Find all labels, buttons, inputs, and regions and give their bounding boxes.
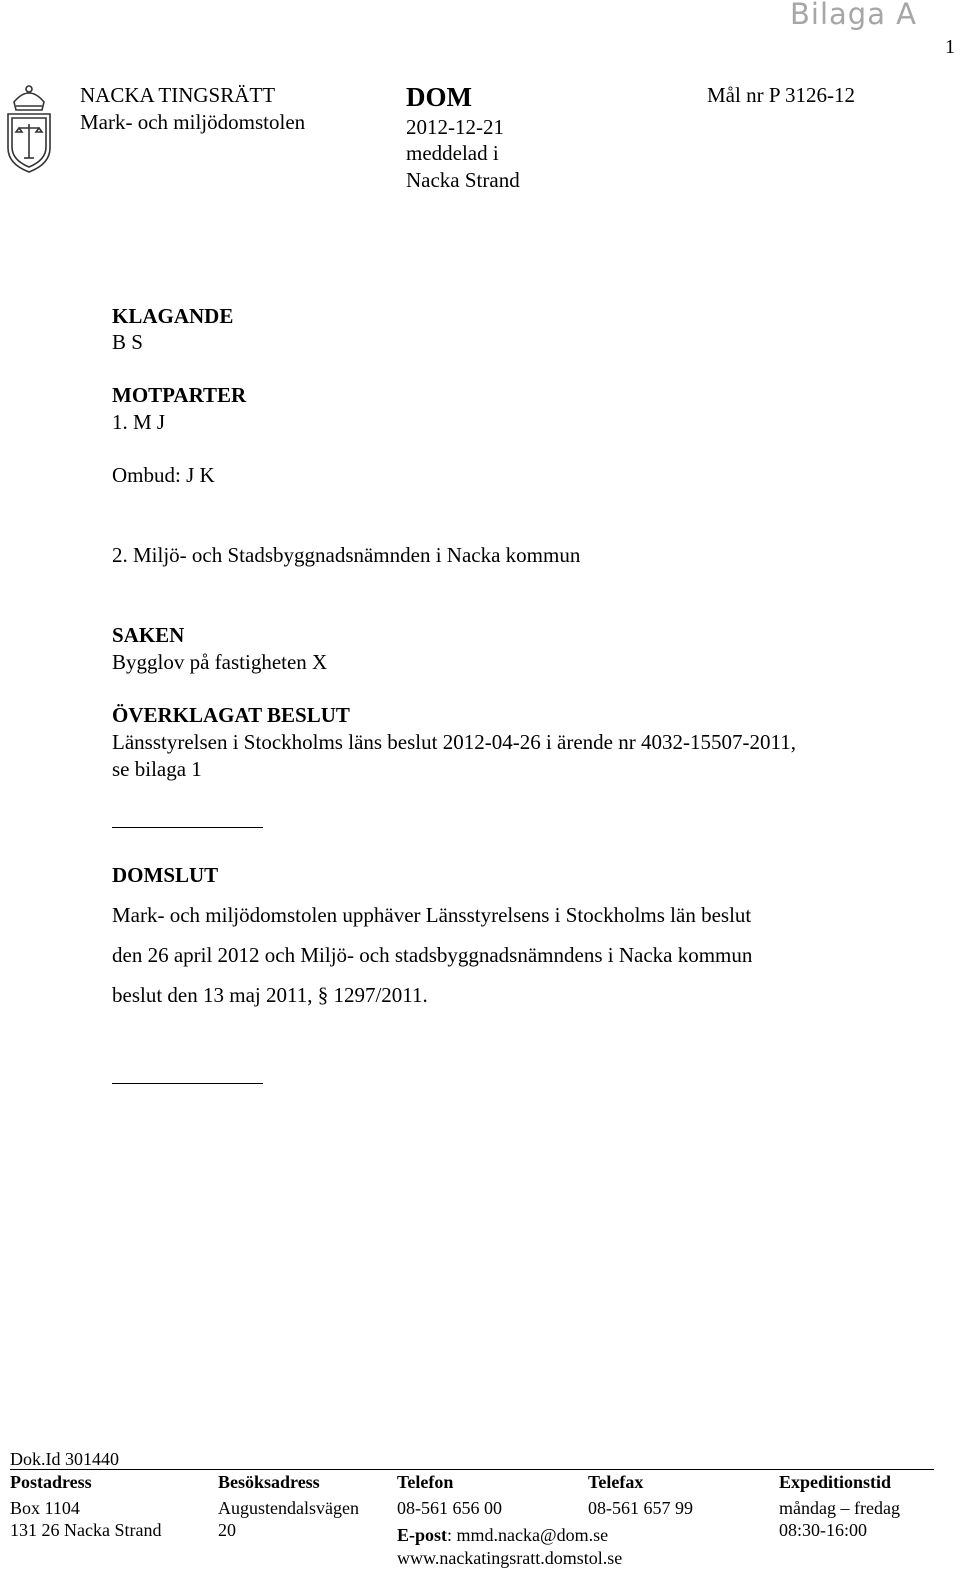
appellant-name: B S — [112, 330, 143, 354]
respondent-1-counsel: Ombud: J K — [112, 463, 215, 487]
respondent-2: 2. Miljö- och Stadsbyggnadsnämnden i Nacka kommun — [112, 543, 581, 567]
page-number: 1 — [945, 36, 955, 58]
judgment-date: 2012-12-21 — [406, 115, 504, 139]
appealed-decision-line-2: se bilaga 1 — [112, 757, 202, 781]
document-id: Dok.Id 301440 — [10, 1449, 119, 1469]
court-division: Mark- och miljödomstolen — [80, 110, 306, 134]
judgment-line-3: beslut den 13 maj 2011, § 1297/2011. — [112, 983, 428, 1007]
email-address[interactable]: : mmd.nacka@dom.se — [447, 1525, 609, 1545]
appealed-decision-heading: ÖVERKLAGAT BESLUT — [112, 703, 350, 727]
phone-number: 08-561 656 00 — [397, 1498, 502, 1518]
document-type: DOM — [406, 82, 472, 112]
appellant-heading: KLAGANDE — [112, 304, 234, 328]
hours-heading: Expeditionstid — [779, 1472, 892, 1492]
given-at-place: Nacka Strand — [406, 168, 520, 192]
judgment-line-2: den 26 april 2012 och Miljö- och stadsbyggnadsnämndens i Nacka kommun — [112, 943, 753, 967]
court-crest-icon — [2, 80, 56, 176]
case-number: Mål nr P 3126-12 — [707, 83, 855, 107]
appealed-decision-line-1: Länsstyrelsen i Stockholms läns beslut 2012-04-26 i ärende nr 4032-15507-2011, — [112, 730, 796, 754]
email-label: E-post — [397, 1525, 448, 1545]
website-link[interactable]: www.nackatingsratt.domstol.se — [397, 1548, 623, 1568]
end-divider — [112, 1083, 263, 1084]
judgment-heading: DOMSLUT — [112, 863, 219, 887]
hours-time: 08:30-16:00 — [779, 1520, 867, 1540]
postal-line-2: 131 26 Nacka Strand — [10, 1520, 162, 1540]
hours-days: måndag – fredag — [779, 1498, 900, 1518]
section-divider — [112, 827, 263, 828]
visiting-heading: Besöksadress — [218, 1472, 320, 1492]
given-at-label: meddelad i — [406, 141, 499, 165]
footer-rule — [10, 1469, 934, 1470]
phone-heading: Telefon — [397, 1472, 454, 1492]
postal-line-1: Box 1104 — [10, 1498, 80, 1518]
judgment-line-1: Mark- och miljödomstolen upphäver Länsstyrelsens i Stockholms län beslut — [112, 903, 752, 927]
matter-heading: SAKEN — [112, 623, 185, 647]
fax-number: 08-561 657 99 — [588, 1498, 693, 1518]
fax-heading: Telefax — [588, 1472, 644, 1492]
postal-heading: Postadress — [10, 1472, 92, 1492]
respondents-heading: MOTPARTER — [112, 383, 247, 407]
court-name: NACKA TINGSRÄTT — [80, 83, 276, 107]
appendix-mark: Bilaga A — [790, 0, 918, 31]
matter-text: Bygglov på fastigheten X — [112, 650, 328, 674]
visiting-line-1: Augustendalsvägen — [218, 1498, 359, 1518]
respondent-1: 1. M J — [112, 410, 166, 434]
email-line — [397, 1524, 608, 1546]
visiting-line-2: 20 — [218, 1520, 236, 1540]
